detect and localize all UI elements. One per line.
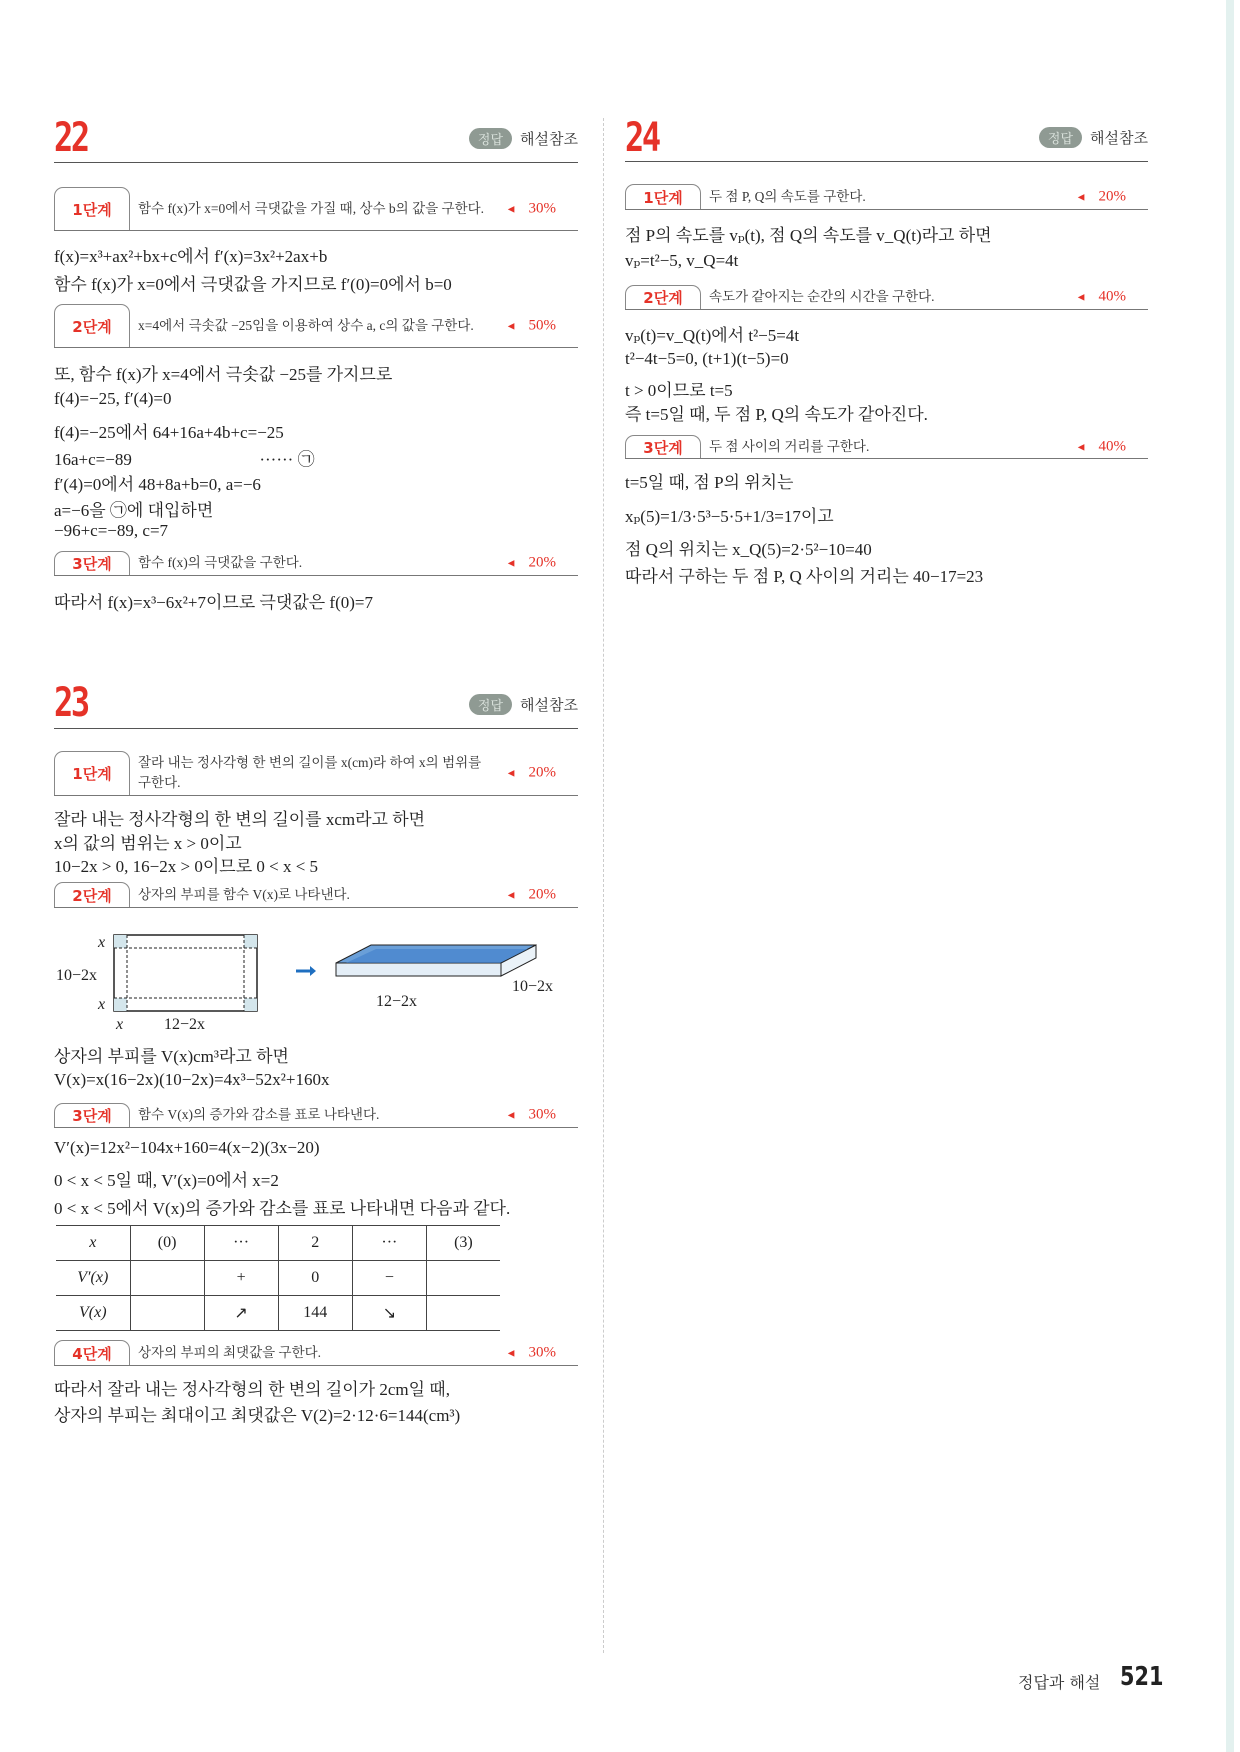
corner-x-label: x (98, 996, 106, 1013)
table-cell: ··· (352, 1226, 426, 1261)
solution-line: 점 P의 속도를 vₚ(t), 점 Q의 속도를 v_Q(t)라고 하면 (625, 226, 992, 245)
step-percent: ◄ 20% (506, 555, 556, 572)
step-desc: 함수 f(x)가 x=0에서 극댓값을 가질 때, 상수 b의 값을 구한다. (138, 200, 485, 216)
solution-line: 또, 함수 f(x)가 x=4에서 극솟값 −25를 가지므로 (54, 365, 393, 384)
step-4 (54, 1340, 578, 1366)
solution-line: f′(4)=0에서 48+8a+b=0, a=−6 (54, 475, 261, 494)
step-2 (54, 304, 578, 348)
answer-badge: 정답 (1039, 127, 1082, 148)
table-cell: − (352, 1261, 426, 1296)
solution-line: 상자의 부피를 V(x)cm³라고 하면 (54, 1047, 289, 1066)
step-percent: ◄ 50% (506, 317, 556, 334)
question-number: 24 (625, 115, 659, 161)
step-1 (54, 187, 578, 231)
header-rule (625, 161, 1148, 162)
solution-line: −96+c=−89, c=7 (54, 521, 169, 540)
question-number: 22 (54, 115, 88, 161)
answer-text: 해설참조 (520, 696, 578, 714)
solution-line: V′(x)=12x²−104x+160=4(x−2)(3x−20) (54, 1138, 320, 1157)
step-3 (625, 435, 1148, 459)
table-cell: 2 (278, 1226, 352, 1261)
table-cell (426, 1296, 500, 1331)
step-3 (54, 551, 578, 576)
step-percent: ◄ 40% (1076, 438, 1126, 455)
box-width-label: 12−2x (376, 993, 418, 1010)
solution-line: f(4)=−25, f′(4)=0 (54, 389, 172, 408)
table-cell: (3) (426, 1226, 500, 1261)
solution-line: f(x)=x³+ax²+bx+c에서 f′(x)=3x²+2ax+b (54, 247, 328, 266)
table-cell: x (56, 1226, 130, 1261)
table-cell: V′(x) (56, 1261, 130, 1296)
page-edge-strip (1226, 0, 1234, 1752)
table-cell (426, 1261, 500, 1296)
solution-line: 10−2x > 0, 16−2x > 0이므로 0 < x < 5 (54, 857, 319, 876)
step-label: 2단계 (625, 285, 701, 309)
decreasing-arrow-icon: ↘ (352, 1296, 426, 1331)
solution-line: 잘라 내는 정사각형의 한 변의 길이를 xcm라고 하면 (54, 810, 426, 829)
corner-x-label: x (116, 1016, 124, 1033)
column-divider (603, 118, 604, 1653)
step-percent: ◄ 30% (506, 1344, 556, 1361)
corner-x-label: x (98, 934, 106, 951)
solution-line: V(x)=x(16−2x)(10−2x)=4x³−52x²+160x (54, 1070, 330, 1089)
step-desc: 상자의 부피의 최댓값을 구한다. (138, 1344, 322, 1360)
solution-line: vₚ=t²−5, v_Q=4t (625, 251, 739, 270)
left-column (54, 0, 578, 1752)
step-1 (625, 184, 1148, 210)
footer-label: 정답과 해설 (1018, 1673, 1101, 1692)
step-desc: x=4에서 극솟값 −25임을 이용하여 상수 a, c의 값을 구한다. (138, 317, 474, 333)
sheet-net (56, 934, 257, 1033)
table-cell: 0 (278, 1261, 352, 1296)
answer-ref (469, 128, 578, 149)
header-rule (54, 162, 578, 163)
table-row (56, 1226, 500, 1261)
step-desc: 두 점 P, Q의 속도를 구한다. (709, 188, 866, 204)
step-label: 2단계 (54, 304, 130, 347)
answer-badge: 정답 (469, 128, 512, 149)
table-cell: V(x) (56, 1296, 130, 1331)
step-desc: 잘라 내는 정사각형 한 변의 길이를 x(cm)라 하여 x의 범위를 구한다. (138, 755, 482, 790)
step-2 (54, 882, 578, 908)
step-2 (625, 285, 1148, 310)
table-row (56, 1296, 500, 1331)
width-label: 12−2x (164, 1016, 206, 1033)
right-column (625, 0, 1148, 1752)
solution-line: 0 < x < 5일 때, V′(x)=0에서 x=2 (54, 1171, 279, 1190)
solution-line: 0 < x < 5에서 V(x)의 증가와 감소를 표로 나타내면 다음과 같다. (54, 1199, 511, 1218)
solution-line: a=−6을 ㉠에 대입하면 (54, 501, 214, 520)
header-rule (54, 728, 578, 729)
increasing-arrow-icon: ↗ (204, 1296, 278, 1331)
answer-text: 해설참조 (1090, 129, 1148, 147)
solution-line: t²−4t−5=0, (t+1)(t−5)=0 (625, 349, 789, 368)
table-cell (130, 1261, 204, 1296)
solution-line: t > 0이므로 t=5 (625, 381, 733, 400)
step-desc: 함수 f(x)의 극댓값을 구한다. (138, 555, 303, 570)
step-percent: ◄ 30% (506, 1107, 556, 1124)
solution-line: 점 Q의 위치는 x_Q(5)=2·5²−10=40 (625, 540, 872, 559)
step-3 (54, 1103, 578, 1128)
step-label: 1단계 (625, 184, 701, 209)
step-percent: ◄ 20% (1076, 188, 1126, 205)
question-number: 23 (54, 680, 88, 726)
box-depth-label: 10−2x (512, 978, 554, 995)
page-number: 521 (1120, 1662, 1164, 1692)
solution-line: 함수 f(x)가 x=0에서 극댓값을 가지므로 f′(0)=0에서 b=0 (54, 275, 452, 294)
box-net-diagram (54, 925, 578, 1035)
solution-line: 따라서 f(x)=x³−6x²+7이므로 극댓값은 f(0)=7 (54, 593, 373, 612)
step-percent: ◄ 20% (506, 886, 556, 903)
solution-line: 따라서 구하는 두 점 P, Q 사이의 거리는 40−17=23 (625, 567, 984, 586)
table-row (56, 1261, 500, 1296)
step-label: 3단계 (625, 435, 701, 458)
answer-badge: 정답 (469, 694, 512, 715)
step-desc: 함수 V(x)의 증가와 감소를 표로 나타낸다. (138, 1107, 380, 1122)
solution-line: vₚ(t)=v_Q(t)에서 t²−5=4t (625, 326, 800, 345)
step-desc: 두 점 사이의 거리를 구한다. (709, 438, 870, 454)
answer-ref (1039, 127, 1148, 148)
solution-line: f(4)=−25에서 64+16a+4b+c=−25 (54, 423, 284, 442)
arrow-icon (296, 966, 316, 976)
answer-ref (469, 694, 578, 715)
table-cell: + (204, 1261, 278, 1296)
solution-line: xₚ(5)=1/3·5³−5·5+1/3=17이고 (625, 507, 834, 526)
table-cell: ··· (204, 1226, 278, 1261)
step-label: 3단계 (54, 1103, 130, 1127)
solution-line: x의 값의 범위는 x > 0이고 (54, 834, 242, 853)
solution-line: t=5일 때, 점 P의 위치는 (625, 473, 794, 492)
height-label: 10−2x (56, 967, 98, 984)
variation-table (56, 1225, 500, 1331)
solution-line: 16a+c=−89 ······ ㉠ (54, 450, 315, 469)
table-cell (130, 1296, 204, 1331)
solution-line: 상자의 부피는 최대이고 최댓값은 V(2)=2·12·6=144(cm³) (54, 1406, 461, 1425)
step-percent: ◄ 20% (506, 765, 556, 782)
step-desc: 속도가 같아지는 순간의 시간을 구한다. (709, 289, 935, 304)
step-percent: ◄ 40% (1076, 289, 1126, 306)
step-label: 4단계 (54, 1340, 130, 1365)
table-cell: 144 (278, 1296, 352, 1331)
solution-line: 즉 t=5일 때, 두 점 P, Q의 속도가 같아진다. (625, 405, 928, 424)
table-cell: (0) (130, 1226, 204, 1261)
step-desc: 상자의 부피를 함수 V(x)로 나타낸다. (138, 886, 350, 902)
step-label: 2단계 (54, 882, 130, 907)
step-label: 1단계 (54, 187, 130, 230)
open-box (336, 945, 553, 1010)
step-label: 3단계 (54, 551, 130, 575)
solution-line: 따라서 잘라 내는 정사각형의 한 변의 길이가 2cm일 때, (54, 1380, 450, 1399)
step-percent: ◄ 30% (506, 200, 556, 217)
step-label: 1단계 (54, 751, 130, 795)
step-1 (54, 751, 578, 796)
answer-text: 해설참조 (520, 130, 578, 148)
